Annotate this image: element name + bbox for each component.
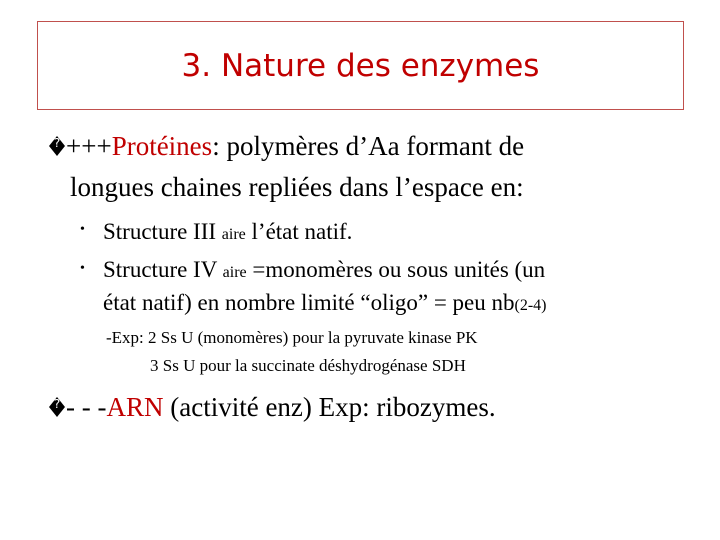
bullet-marker: •	[80, 222, 85, 237]
proteins-rest: : polymères d’Aa formant de	[212, 131, 525, 161]
bullet-structure-iv-line2: état natif) en nombre limité “oligo” = peu nb(2-4)	[103, 290, 547, 315]
title-box	[37, 21, 684, 110]
slide-title: 3. Nature des enzymes	[181, 47, 540, 84]
paragraph-arn	[48, 392, 496, 423]
arn-prefix: - - -	[66, 392, 107, 422]
arn-rest: (activité enz) Exp: ribozymes.	[163, 392, 496, 422]
proteins-keyword: Protéines	[111, 131, 213, 161]
bullet-structure-iv: Structure IV aire =monomères ou sous unités (un	[103, 257, 546, 282]
arn-keyword: ARN	[106, 392, 164, 422]
missing-glyph-icon: ?	[48, 394, 66, 414]
paragraph-proteins-line2: longues chaines repliées dans l’espace en:	[70, 172, 524, 202]
paragraph-proteins-line1	[48, 131, 524, 162]
missing-glyph-icon: ?	[48, 133, 66, 153]
bullet-marker: •	[80, 261, 85, 276]
proteins-prefix: +++	[66, 131, 112, 161]
example-sdh: 3 Ss U pour la succinate déshydrogénase SDH	[150, 356, 466, 375]
example-pk: -Exp: 2 Ss U (monomères) pour la pyruvate kinase PK	[106, 328, 478, 347]
bullet-structure-iii: Structure III aire l’état natif.	[103, 219, 353, 244]
